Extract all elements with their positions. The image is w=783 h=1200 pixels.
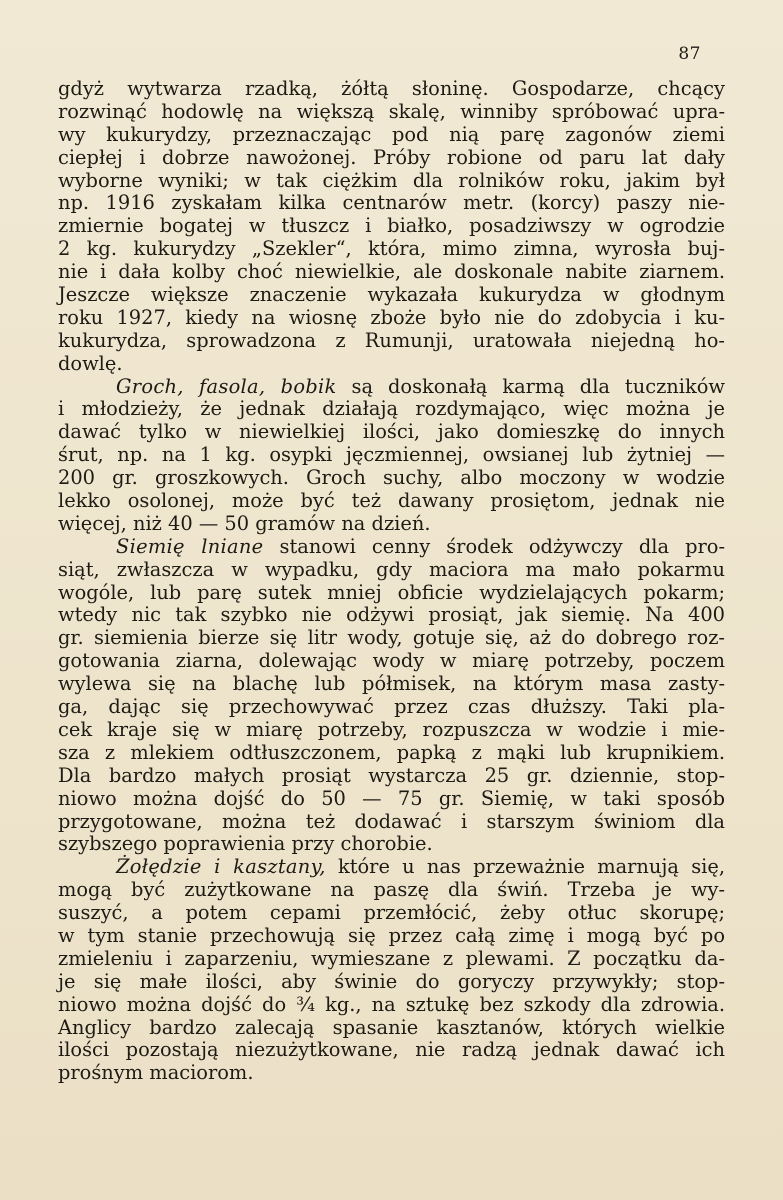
text-line (58, 719, 725, 742)
text-line (58, 421, 725, 444)
line-text: roku 1927, kiedy na wiosnę zboże było nie do zdobycia i ku- (58, 305, 725, 329)
line-text: siąt, zwłaszcza w wypadku, gdy maciora ma mało pokarmu (58, 557, 725, 581)
line-text: wy kukurydzy, przeznaczając pod nią parę zagonów ziemi (58, 122, 725, 146)
text-line (58, 582, 725, 605)
line-text: szybszego poprawienia przy chorobie. (58, 832, 433, 856)
line-text: zmiernie bogatej w tłuszcz i białko, posadziwszy w ogrodzie (58, 214, 725, 238)
text-line (58, 879, 725, 902)
line-text: prośnym maciorom. (58, 1061, 254, 1085)
text-line (58, 948, 725, 971)
text-line (58, 398, 725, 421)
text-line (58, 833, 725, 856)
text-line (58, 353, 725, 376)
line-text: lekko osolonej, może być też dawany prosiętom, jednak nie (58, 489, 725, 513)
line-text: 2 kg. kukurydzy „Szekler“, która, mimo zimna, wyrosła buj- (58, 237, 725, 261)
text-line (58, 215, 725, 238)
line-text: je się małe ilości, aby świnie do goryczy przywykły; stop- (58, 969, 725, 993)
text-line (58, 238, 725, 261)
text-line (58, 444, 725, 467)
text-line (58, 856, 725, 879)
line-text: nie i dała kolby choć niewielkie, ale doskonale nabite ziarnem. (58, 260, 725, 284)
text-line (58, 467, 725, 490)
line-text: Dla bardzo małych prosiąt wystarcza 25 gr. dziennie, stop- (58, 763, 725, 787)
text-line (58, 971, 725, 994)
line-text: rozwinąć hodowlę na większą skalę, winniby spróbować upra- (58, 99, 725, 123)
text-line (58, 170, 725, 193)
text-line (58, 604, 725, 627)
line-text: wyborne wyniki; w tak ciężkim dla rolników roku, jakim był (58, 168, 725, 192)
text-line (58, 513, 725, 536)
text-line (58, 788, 725, 811)
italic-term: Żołędzie i kasztany, (116, 855, 326, 879)
line-text: gotowania ziarna, dolewając wody w miarę potrzeby, poczem (58, 649, 725, 673)
text-line (58, 650, 725, 673)
text-line (58, 902, 725, 925)
line-text: przygotowane, można też dodawać i starszym świniom dla (58, 809, 725, 833)
line-text: gdyż wytwarza rzadką, żółtą słoninę. Gospodarze, chcący (58, 77, 725, 100)
line-text: wtedy nic tak szybko nie odżywi prosiąt, jak siemię. Na 400 (58, 603, 725, 627)
italic-term: Groch, fasola, bobik (116, 374, 337, 398)
text-line (58, 811, 725, 834)
line-text: 200 gr. groszkowych. Groch suchy, albo moczony w wodzie (58, 466, 725, 490)
text-line (58, 673, 725, 696)
line-text: w tym stanie przechowują się przez całą zimę i mogą być po (58, 923, 725, 947)
line-text: dowlę. (58, 351, 123, 375)
text-line (58, 1062, 725, 1085)
text-line (58, 696, 725, 719)
line-text: i młodzieży, że jednak działają rozdymająco, więc można je (58, 397, 725, 421)
line-text: wylewa się na blachę lub półmisek, na którym masa zasty- (58, 672, 725, 696)
text-line (58, 284, 725, 307)
text-line (58, 536, 725, 559)
text-line (58, 307, 725, 330)
line-text: które u nas przeważnie marnują się, (325, 855, 725, 879)
italic-term: Siemię lniane (116, 534, 264, 558)
text-line (58, 994, 725, 1017)
line-text: są doskonałą karmą dla tuczników (336, 374, 725, 398)
text-line (58, 124, 725, 147)
line-text: kukurydza, sprowadzona z Rumunji, uratowała niejedną ho- (58, 328, 725, 352)
page-number: 87 (678, 44, 701, 64)
line-text: wogóle, lub parę sutek mniej obficie wydzielających pokarm; (58, 580, 725, 604)
text-line (58, 627, 725, 650)
line-text: śrut, np. na 1 kg. osypki jęczmiennej, owsianej lub żytniej — (58, 443, 725, 467)
text-line (58, 78, 725, 101)
line-text: mogą być zużytkowane na paszę dla świń. Trzeba je wy- (58, 878, 725, 902)
text-line (58, 925, 725, 948)
text-line (58, 376, 725, 399)
line-text: zmieleniu i zaparzeniu, wymieszane z plewami. Z początku da- (58, 946, 725, 970)
line-text: stanowi cenny środek odżywczy dla pro- (263, 534, 725, 558)
text-line (58, 765, 725, 788)
line-text: sza z mlekiem odtłuszczonem, papką z mąki lub krupnikiem. (58, 740, 725, 764)
text-line (58, 330, 725, 353)
text-line (58, 559, 725, 582)
line-text: Jeszcze większe znaczenie wykazała kukurydza w głodnym (58, 283, 725, 307)
line-text: niowo można dojść do ¾ kg., na sztukę bez szkody dla zdrowia. (58, 992, 725, 1016)
line-text: dawać tylko w niewielkiej ilości, jako domieszkę do innych (58, 420, 725, 444)
line-text: Anglicy bardzo zalecają spasanie kasztanów, których wielkie (58, 1015, 725, 1039)
page-text-body (58, 78, 725, 1085)
line-text: cek kraje się w miarę potrzeby, rozpuszcza w wodzie i mie- (58, 717, 725, 741)
text-line (58, 101, 725, 124)
text-line (58, 192, 725, 215)
line-text: gr. siemienia bierze się litr wody, gotuje się, aż do dobrego roz- (58, 626, 725, 650)
line-text: ga, dając się przechowywać przez czas dłuższy. Taki pla- (58, 695, 725, 719)
line-text: suszyć, a potem cepami przemłócić, żeby otłuc skorupę; (58, 901, 725, 925)
text-line (58, 147, 725, 170)
line-text: więcej, niż 40 — 50 gramów na dzień. (58, 511, 431, 535)
text-line (58, 261, 725, 284)
text-line (58, 1017, 725, 1040)
line-text: ciepłej i dobrze nawożonej. Próby robione od paru lat dały (58, 145, 725, 169)
text-line (58, 490, 725, 513)
text-line (58, 742, 725, 765)
line-text: np. 1916 zyskałam kilka centnarów metr. (korcy) paszy nie- (58, 191, 725, 215)
text-line (58, 1039, 725, 1062)
line-text: ilości pozostają niezużytkowane, nie radzą jednak dawać ich (58, 1038, 725, 1062)
line-text: niowo można dojść do 50 — 75 gr. Siemię, w taki sposób (58, 786, 725, 810)
